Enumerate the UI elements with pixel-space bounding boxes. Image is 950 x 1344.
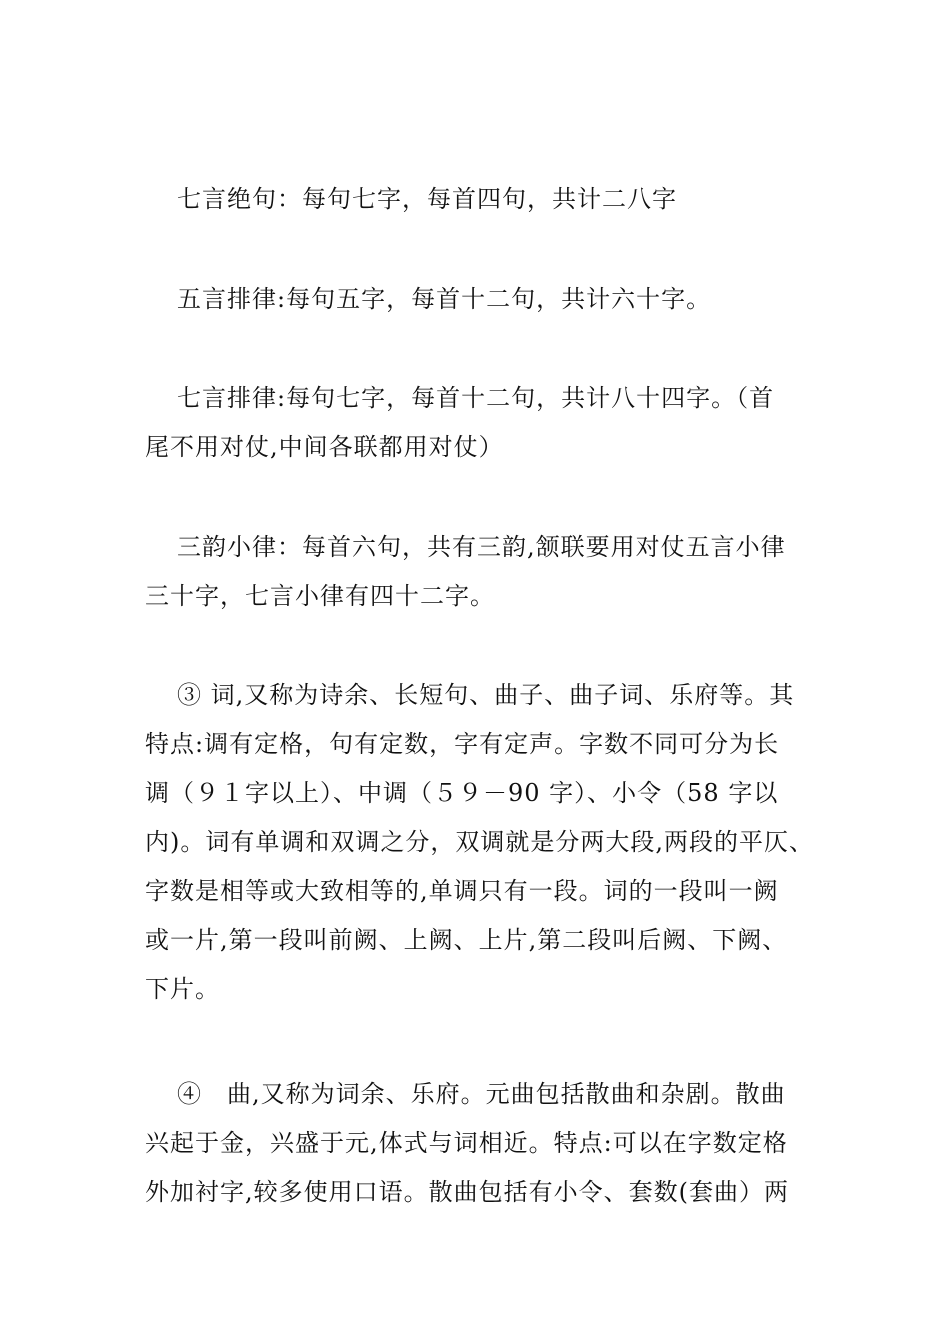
paragraph-wuyan-pailv	[145, 275, 825, 324]
text-line: 内)。词有单调和双调之分，双调就是分两大段,两段的平仄、	[145, 828, 814, 856]
text-line: 兴起于金，兴盛于元,体式与词相近。特点:可以在字数定格	[145, 1129, 788, 1157]
paragraph-sanyun-xiaolv	[145, 523, 825, 621]
text-line: 三十字，七言小律有四十二字。	[145, 582, 495, 610]
text-line: 五言排律:每句五字，每首十二句，共计六十字。	[177, 285, 712, 313]
text-line: 尾不用对仗,中间各联都用对仗）	[145, 433, 504, 461]
text-line: 调（９１字以上）、中调（５９－90 字）、小令（58 字以	[145, 779, 779, 807]
text-line: 特点:调有定格，句有定数，字有定声。字数不同可分为长	[145, 730, 780, 758]
text-line: 外加衬字,较多使用口语。散曲包括有小令、套数(套曲）两	[145, 1178, 789, 1206]
paragraph-qiyan-pailv	[145, 374, 825, 472]
text-line: 七言绝句：每句七字，每首四句，共计二八字	[177, 185, 677, 213]
text-line: ③ 词,又称为诗余、长短句、曲子、曲子词、乐府等。其	[177, 681, 795, 709]
text-line: 或一片,第一段叫前阙、上阙、上片,第二段叫后阙、下阙、	[145, 926, 788, 954]
text-line: 下片。	[145, 975, 220, 1003]
paragraph-ci	[145, 671, 825, 1014]
text-line: 七言排律:每句七字，每首十二句，共计八十四字。（首	[177, 384, 775, 412]
paragraph-qiyan-jueju	[145, 175, 825, 224]
text-line: 字数是相等或大致相等的,单调只有一段。词的一段叫一阙	[145, 877, 779, 905]
text-line: 三韵小律：每首六句，共有三韵,颔联要用对仗五言小律	[177, 533, 786, 561]
paragraph-qu	[145, 1070, 825, 1217]
text-line: ④ 曲,又称为词余、乐府。元曲包括散曲和杂剧。散曲	[177, 1080, 786, 1108]
